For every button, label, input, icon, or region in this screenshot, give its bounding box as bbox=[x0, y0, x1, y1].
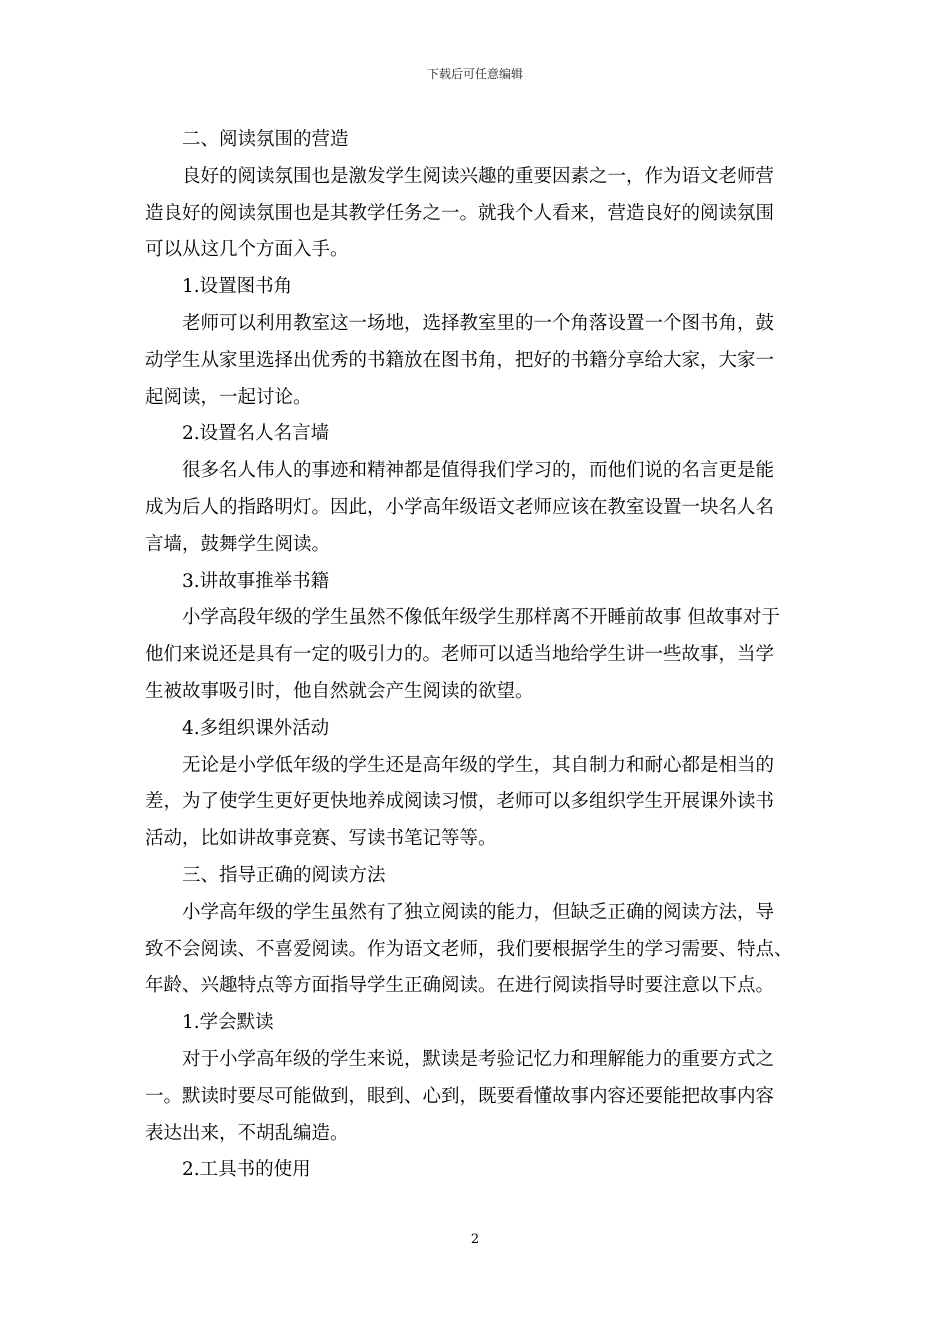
text-line: 三、指导正确的阅读方法 bbox=[182, 864, 386, 886]
text-line: 造良好的阅读氛围也是其教学任务之一。就我个人看来，营造良好的阅读氛围 bbox=[145, 202, 775, 224]
text-line: 对于小学高年级的学生来说，默读是考验记忆力和理解能力的重要方式之 bbox=[182, 1048, 775, 1070]
text-line: 无论是小学低年级的学生还是高年级的学生，其自制力和耐心都是相当的 bbox=[182, 754, 775, 776]
text-line: 2.工具书的使用 bbox=[182, 1159, 311, 1181]
text-line: 可以从这几个方面入手。 bbox=[145, 239, 349, 261]
text-line: 他们来说还是具有一定的吸引力的。老师可以适当地给学生讲一些故事，当学 bbox=[145, 644, 775, 666]
document-body bbox=[145, 122, 807, 1189]
text-line: 起阅读，一起讨论。 bbox=[145, 386, 312, 408]
text-line: 小学高年级的学生虽然有了独立阅读的能力，但缺乏正确的阅读方法，导 bbox=[182, 901, 775, 923]
text-line: 2.设置名人名言墙 bbox=[182, 423, 330, 445]
text-line: 4.多组织课外活动 bbox=[182, 717, 330, 739]
text-line: 动学生从家里选择出优秀的书籍放在图书角，把好的书籍分享给大家，大家一 bbox=[145, 349, 775, 371]
text-line: 成为后人的指路明灯。因此，小学高年级语文老师应该在教室设置一块名人名 bbox=[145, 496, 775, 518]
text-line: 老师可以利用教室这一场地，选择教室里的一个角落设置一个图书角，鼓 bbox=[182, 312, 775, 334]
text-line: 小学高段年级的学生虽然不像低年级学生那样离不开睡前故事 但故事对于 bbox=[182, 607, 780, 629]
text-line: 很多名人伟人的事迹和精神都是值得我们学习的，而他们说的名言更是能 bbox=[182, 460, 775, 482]
text-line: 表达出来，不胡乱编造。 bbox=[145, 1122, 349, 1144]
text-line: 差，为了使学生更好更快地养成阅读习惯，老师可以多组织学生开展课外读书 bbox=[145, 791, 775, 813]
text-line: 一。默读时要尽可能做到，眼到、心到，既要看懂故事内容还要能把故事内容 bbox=[145, 1085, 775, 1107]
text-line: 1.设置图书角 bbox=[182, 276, 293, 298]
text-line: 言墙，鼓舞学生阅读。 bbox=[145, 533, 331, 555]
text-line: 年龄、兴趣特点等方面指导学生正确阅读。在进行阅读指导时要注意以下点。 bbox=[145, 975, 775, 997]
text-line: 良好的阅读氛围也是激发学生阅读兴趣的重要因素之一，作为语文老师营 bbox=[182, 165, 775, 187]
header-note: 下载后可任意编辑 bbox=[426, 67, 523, 81]
text-line: 3.讲故事推举书籍 bbox=[182, 570, 330, 592]
text-line: 1.学会默读 bbox=[182, 1012, 274, 1034]
text-line: 生被故事吸引时，他自然就会产生阅读的欲望。 bbox=[145, 680, 534, 702]
text-line: 二、阅读氛围的营造 bbox=[182, 129, 349, 150]
text-line: 致不会阅读、不喜爱阅读。作为语文老师，我们要根据学生的学习需要、特点、 bbox=[145, 938, 793, 960]
text-line: 活动，比如讲故事竞赛、写读书笔记等等。 bbox=[145, 828, 497, 850]
page-number: 2 bbox=[470, 1232, 480, 1247]
